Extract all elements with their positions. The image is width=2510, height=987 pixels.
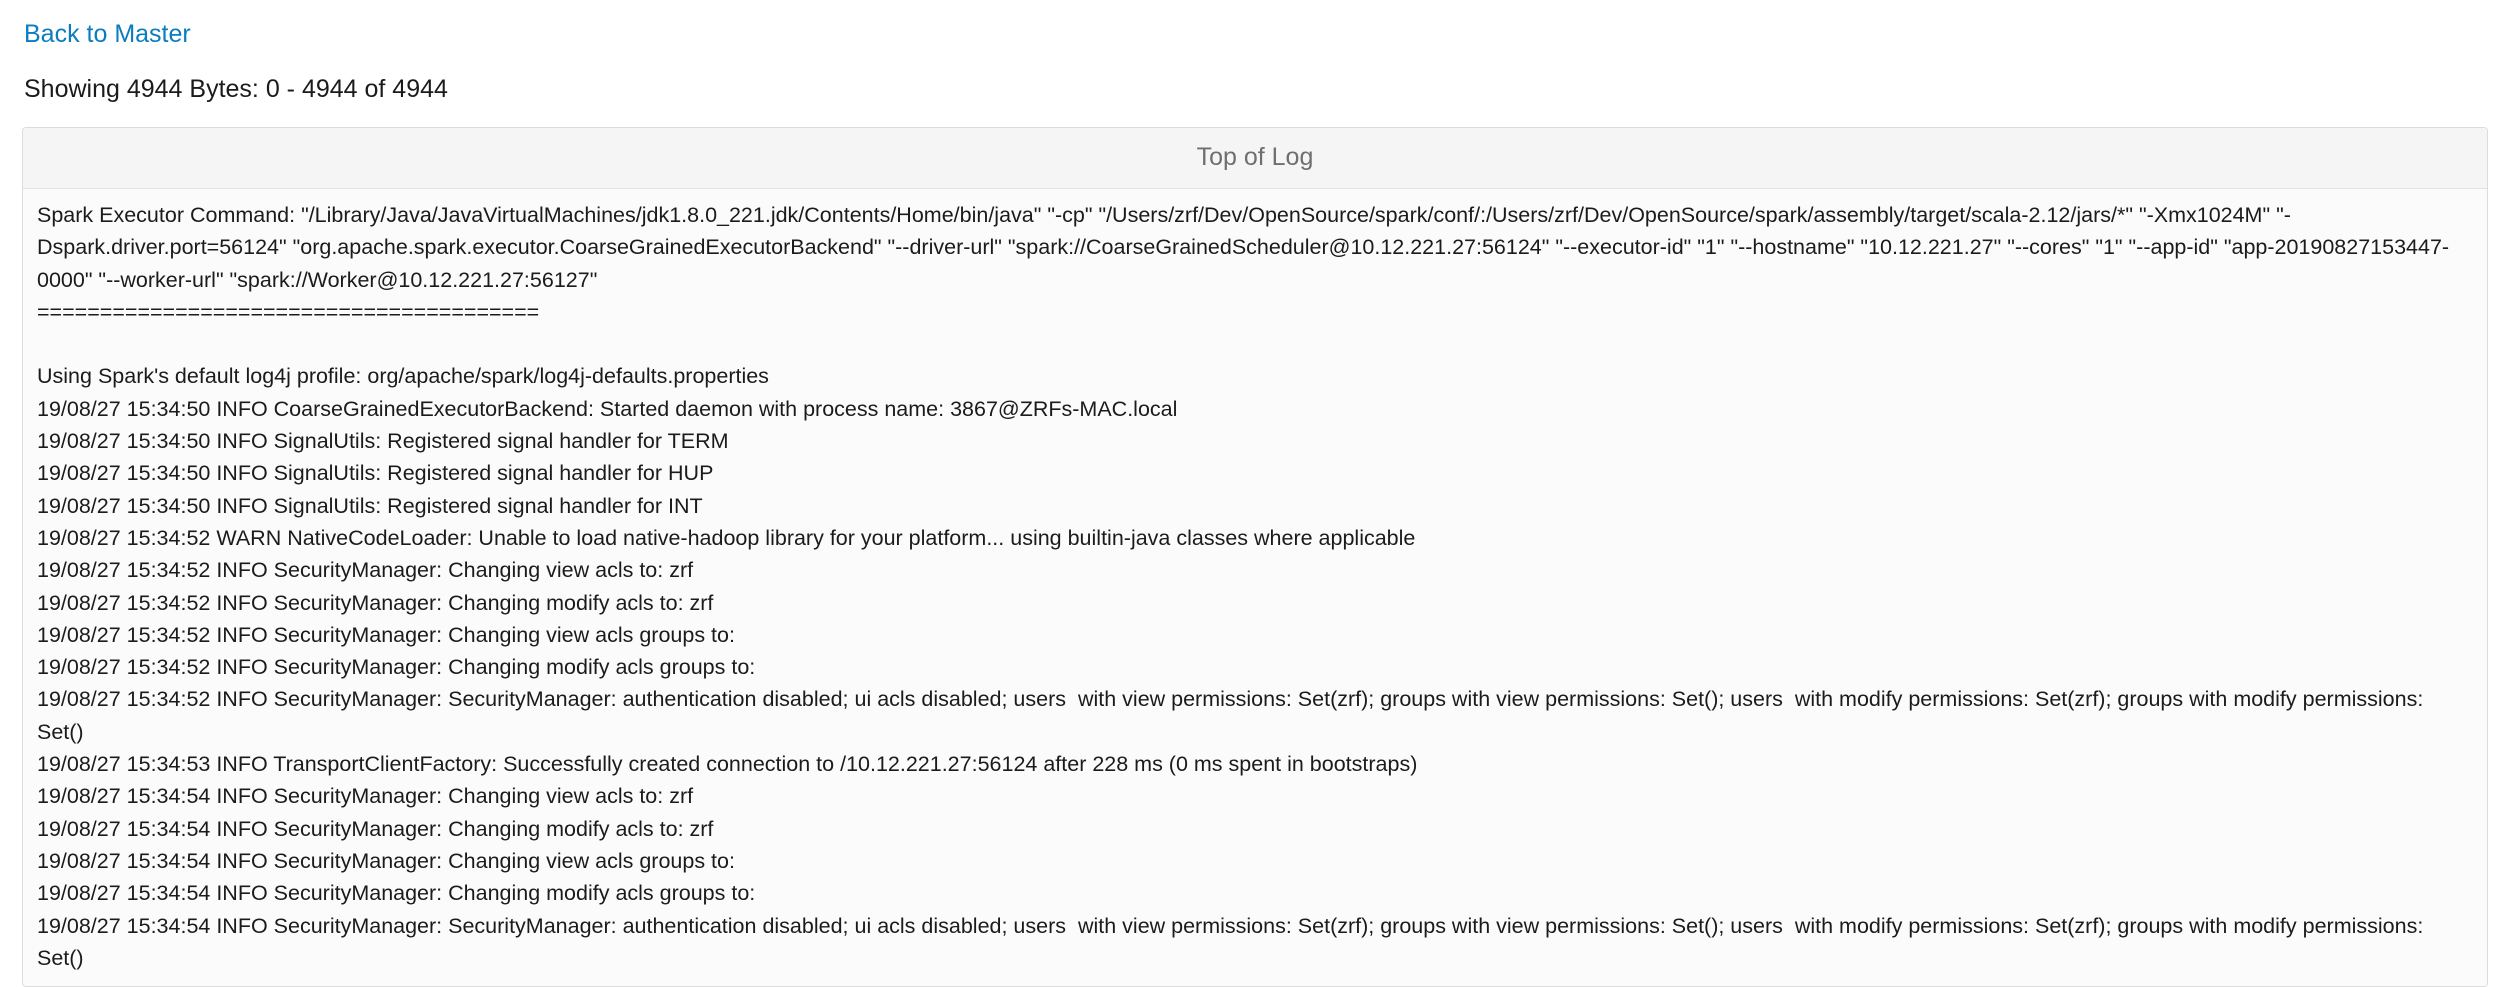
log-line: 19/08/27 15:34:50 INFO SignalUtils: Registered signal handler for HUP xyxy=(37,461,714,486)
log-line: 19/08/27 15:34:52 INFO SecurityManager: Changing modify acls to: zrf xyxy=(37,590,714,615)
log-panel xyxy=(22,127,2488,987)
log-line: 19/08/27 15:34:54 INFO SecurityManager: Changing modify acls to: zrf xyxy=(37,816,714,841)
log-content[interactable] xyxy=(23,189,2487,986)
log-line: 19/08/27 15:34:54 INFO SecurityManager: Changing modify acls groups to: xyxy=(37,881,756,906)
log-line: 19/08/27 15:34:54 INFO SecurityManager: SecurityManager: authentication disabled; ui acls disabled; users with view permissions: Set(zrf); groups with view permissions: Set(); users with modify permissions: Set(zrf); groups with modify permissions: Set() xyxy=(37,913,2430,970)
log-line: 19/08/27 15:34:52 WARN NativeCodeLoader: Unable to load native-hadoop library for your platform... using builtin-java classes where applicable xyxy=(37,525,1416,550)
log-line: 19/08/27 15:34:52 INFO SecurityManager: Changing view acls to: zrf xyxy=(37,558,694,583)
log-line: 19/08/27 15:34:50 INFO CoarseGrainedExecutorBackend: Started daemon with process name: 3867@ZRFs-MAC.local xyxy=(37,396,1178,421)
log-line: Spark Executor Command: "/Library/Java/JavaVirtualMachines/jdk1.8.0_221.jdk/Contents/Home/bin/java" "-cp" "/Users/zrf/Dev/OpenSource/spark/conf/:/Users/zrf/Dev/OpenSource/spark/assembly/target/scala-2.12/jars/*" "-Xmx1024M" "-Dspark.driver.port=56124" "org.apache.spark.executor.CoarseGrainedExecutorBackend" "--driver-url" "spark://CoarseGrainedScheduler@10.12.221.27:56124" "--executor-id" "1" "--hostname" "10.12.221.27" "--cores" "1" "--app-id" "app-20190827153447-0000" "--worker-url" "spark://Worker@10.12.221.27:56127" xyxy=(37,203,2450,292)
back-to-master-link[interactable]: Back to Master xyxy=(24,20,191,48)
log-line: 19/08/27 15:34:50 INFO SignalUtils: Registered signal handler for TERM xyxy=(37,429,729,454)
log-line: 19/08/27 15:34:54 INFO SecurityManager: Changing view acls groups to: xyxy=(37,848,735,873)
log-line: 19/08/27 15:34:52 INFO SecurityManager: Changing view acls groups to: xyxy=(37,622,735,647)
log-line: 19/08/27 15:34:53 INFO TransportClientFactory: Successfully created connection to /10.12.221.27:56124 after 228 ms (0 ms spent in bootstraps) xyxy=(37,752,1418,777)
log-line: Using Spark's default log4j profile: org/apache/spark/log4j-defaults.properties xyxy=(37,364,769,389)
log-line: 19/08/27 15:34:50 INFO SignalUtils: Registered signal handler for INT xyxy=(37,493,703,518)
log-line: 19/08/27 15:34:52 INFO SecurityManager: SecurityManager: authentication disabled; ui acls disabled; users with view permissions: Set(zrf); groups with view permissions: Set(); users with modify permissions: Set(zrf); groups with modify permissions: Set() xyxy=(37,687,2430,744)
log-line: 19/08/27 15:34:54 INFO SecurityManager: Changing view acls to: zrf xyxy=(37,784,694,809)
log-line xyxy=(37,328,2473,360)
log-line: 19/08/27 15:34:52 INFO SecurityManager: Changing modify acls groups to: xyxy=(37,655,756,680)
top-of-log-header: Top of Log xyxy=(23,128,2487,189)
log-line: ======================================== xyxy=(37,299,540,324)
showing-bytes-status: Showing 4944 Bytes: 0 - 4944 of 4944 xyxy=(24,74,448,103)
